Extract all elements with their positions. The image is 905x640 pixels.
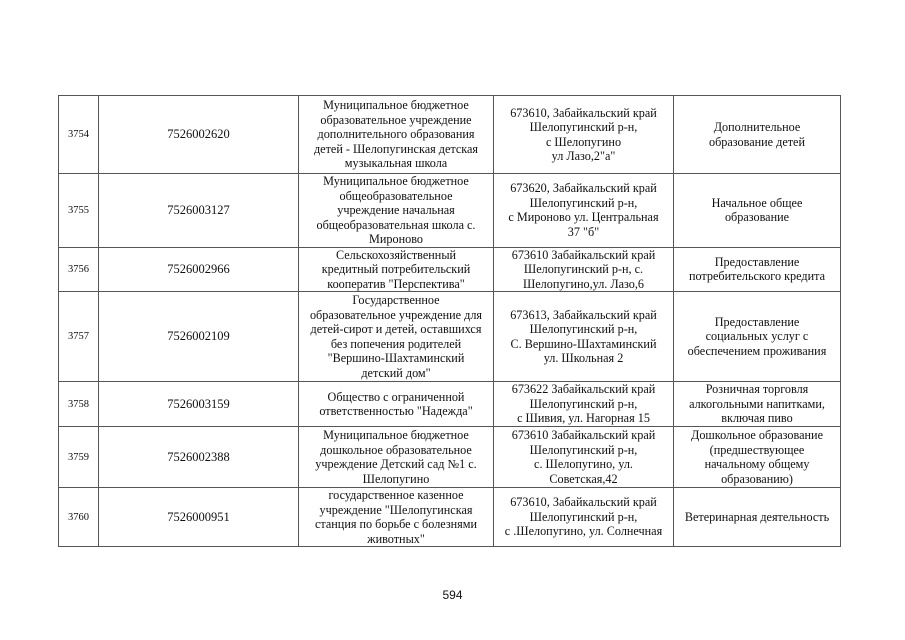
name-line: государственное казенное: [328, 488, 464, 502]
name-line: станция по борьбе с болезнями: [314, 517, 478, 531]
name-line: учреждение начальная: [337, 203, 455, 217]
record-number: 3760: [59, 488, 99, 547]
address-line: 37 "б": [567, 224, 600, 239]
name-line: Сельскохозяйственный: [335, 247, 457, 262]
activity-cell: [674, 292, 841, 382]
activity-cell: [674, 247, 841, 292]
name-line: учреждение "Шелопугинская: [319, 502, 473, 517]
record-number: 3757: [59, 292, 99, 382]
name-line: животных": [367, 531, 425, 546]
address-line: Шелопугинский р-н,: [529, 195, 638, 210]
record-number: 3754: [59, 96, 99, 174]
name-line: Муниципальное бюджетное: [323, 428, 469, 442]
address-line: 673610 Забайкальский край: [511, 247, 656, 262]
address-cell: [494, 427, 674, 488]
activity-line: образование: [724, 210, 790, 225]
activity-line: потребительского кредита: [688, 269, 826, 284]
record-number: 3756: [59, 247, 99, 292]
name-line: Муниципальное бюджетное: [323, 98, 469, 113]
activity-line: социальных услуг с: [705, 329, 809, 344]
activity-line: Предоставление: [714, 314, 800, 329]
address-line: 673610, Забайкальский край: [510, 495, 657, 510]
name-line: детский дом": [361, 365, 431, 380]
address-line: с. Шелопугино, ул.: [534, 457, 633, 471]
organization-name-cell: [299, 174, 494, 248]
address-line: Шелопугинский р-н, с.: [523, 262, 644, 276]
activity-line: образование детей: [708, 134, 805, 149]
record-number: 3758: [59, 382, 99, 427]
activity-line: начальному общему: [704, 457, 810, 471]
inn-cell: 7526003127: [99, 174, 299, 248]
address-line: Шелопугинский р-н,: [529, 509, 638, 524]
address-line: с Шивия, ул. Нагорная 15: [517, 411, 650, 426]
name-line: образовательное учреждение: [320, 112, 472, 127]
address-line: Шелопугинский р-н,: [529, 442, 638, 457]
address-line: Шелопугинский р-н,: [529, 396, 638, 411]
name-line: Мироново: [369, 232, 423, 246]
inn-cell: 7526002109: [99, 292, 299, 382]
address-line: с .Шелопугино, ул. Солнечная: [504, 524, 663, 539]
table-row: [59, 96, 841, 174]
name-line: Шелопугино: [362, 471, 430, 486]
activity-line: обеспечением проживания: [687, 343, 827, 358]
organization-name-cell: [299, 382, 494, 427]
address-line: 673613, Забайкальский край: [510, 307, 657, 322]
address-cell: [494, 292, 674, 382]
name-line: музыкальная школа: [344, 156, 448, 171]
table-row: [59, 174, 841, 248]
name-line: дошкольное образовательное: [320, 442, 472, 457]
registry-table: [58, 95, 841, 547]
name-line: общеобразовательная школа с.: [316, 217, 476, 232]
record-number: 3759: [59, 427, 99, 488]
address-line: с Мироново ул. Центральная: [508, 210, 659, 225]
activity-line: Дошкольное образование: [691, 428, 823, 442]
inn-cell: 7526002388: [99, 427, 299, 488]
address-line: Шелопугинский р-н,: [529, 120, 638, 134]
address-line: с Шелопугино: [545, 134, 622, 149]
activity-line: Начальное общее: [711, 195, 803, 210]
organization-name-cell: [299, 427, 494, 488]
organization-name-cell: [299, 247, 494, 292]
inn-cell: 7526000951: [99, 488, 299, 547]
name-line: без попечения родителей: [330, 336, 462, 351]
name-line: Муниципальное бюджетное: [323, 174, 469, 188]
address-line: 673610, Забайкальский край: [510, 105, 657, 120]
organization-name-cell: [299, 488, 494, 547]
activity-cell: [674, 174, 841, 248]
inn-cell: 7526003159: [99, 382, 299, 427]
activity-line: включая пиво: [721, 411, 793, 426]
table-row: [59, 382, 841, 427]
table-row: [59, 427, 841, 488]
address-cell: [494, 382, 674, 427]
address-line: ул. Школьная 2: [543, 351, 624, 365]
activity-line: Дополнительное: [713, 120, 801, 134]
address-cell: [494, 174, 674, 248]
name-line: детей - Шелопугинская детская: [313, 141, 478, 156]
address-line: Шелопугино,ул. Лазо,6: [522, 276, 645, 291]
name-line: дополнительного образования: [317, 127, 475, 142]
address-cell: [494, 247, 674, 292]
activity-line: Ветеринарная деятельность: [684, 509, 830, 524]
activity-line: (предшествующее: [709, 442, 805, 457]
activity-cell: [674, 488, 841, 547]
organization-name-cell: [299, 292, 494, 382]
name-line: общеобразовательное: [339, 188, 453, 203]
record-number: 3755: [59, 174, 99, 248]
name-line: учреждение Детский сад №1 с.: [315, 457, 477, 471]
activity-line: образованию): [721, 471, 793, 486]
name-line: Общество с ограниченной: [327, 389, 465, 404]
address-cell: [494, 488, 674, 547]
name-line: "Вершино-Шахтаминский: [327, 351, 465, 365]
activity-line: алкогольными напитками,: [689, 396, 825, 411]
inn-cell: 7526002966: [99, 247, 299, 292]
address-line: ул Лазо,2"а": [551, 149, 616, 163]
activity-cell: [674, 96, 841, 174]
name-line: Государственное: [352, 293, 440, 307]
organization-name-cell: [299, 96, 494, 174]
address-line: 673610 Забайкальский край: [511, 428, 656, 442]
name-line: образовательное учреждение для: [309, 307, 483, 322]
table-row: [59, 488, 841, 547]
activity-line: Предоставление: [714, 254, 800, 269]
name-line: детей-сирот и детей, оставшихся: [310, 322, 482, 336]
inn-cell: 7526002620: [99, 96, 299, 174]
name-line: кредитный потребительский: [321, 262, 471, 276]
name-line: ответственностью "Надежда": [319, 404, 473, 418]
table-row: [59, 292, 841, 382]
address-line: Советская,42: [549, 471, 618, 486]
address-line: 673622 Забайкальский край: [511, 382, 656, 397]
table-row: [59, 247, 841, 292]
address-cell: [494, 96, 674, 174]
name-line: кооператив "Перспектива": [327, 276, 465, 291]
activity-cell: [674, 427, 841, 488]
page-number: 594: [442, 588, 463, 602]
address-line: Шелопугинский р-н,: [529, 322, 638, 336]
activity-line: Розничная торговля: [705, 382, 809, 397]
activity-cell: [674, 382, 841, 427]
address-line: 673620, Забайкальский край: [510, 181, 657, 196]
address-line: С. Вершино-Шахтаминский: [510, 336, 657, 351]
